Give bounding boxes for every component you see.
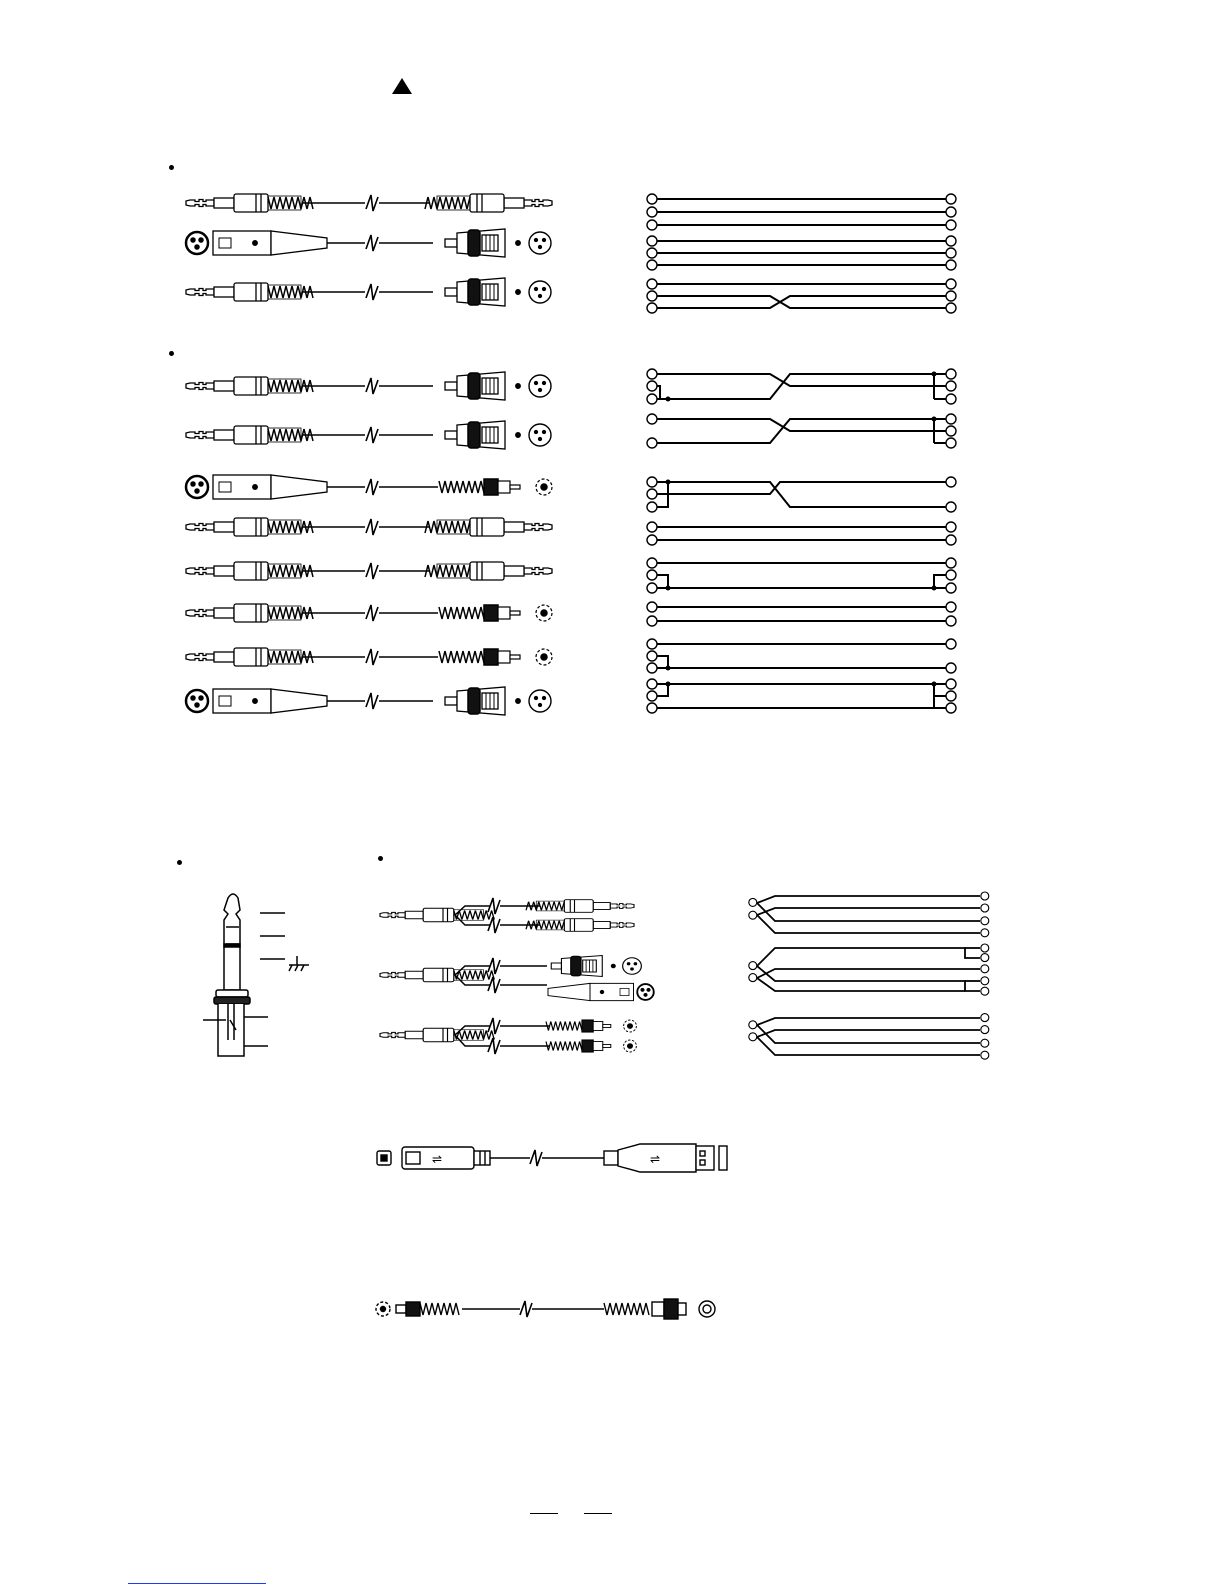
cable-row-8 [186, 562, 552, 580]
insert-cable-2 [380, 956, 654, 1001]
cable-row-9 [186, 604, 552, 622]
usb-cable [377, 1144, 727, 1172]
page-number-rule-right [584, 1513, 612, 1514]
cable-row-11 [186, 687, 551, 715]
cable-row-5 [186, 421, 551, 449]
wiring-schematic-1 [657, 199, 946, 308]
svg-text:⇌: ⇌ [650, 1152, 661, 1166]
jack-pinout-illustration [203, 894, 309, 1056]
cable-row-10 [186, 648, 552, 666]
insert-wiring [757, 896, 980, 1055]
page-number-rule-left [530, 1513, 558, 1514]
coax-cable [376, 1299, 715, 1319]
cable-row-6 [186, 475, 552, 499]
cable-row-1 [186, 194, 552, 212]
footer-link-underline[interactable] [128, 1583, 266, 1584]
insert-wiring-terminals [749, 892, 989, 1059]
insert-cable-3 [380, 1018, 636, 1054]
svg-text:⇌: ⇌ [432, 1152, 443, 1166]
insert-cable-1 [380, 898, 634, 933]
cable-row-2 [186, 229, 551, 257]
wiring-schematic-2 [657, 374, 946, 708]
cable-row-4 [186, 372, 551, 400]
cable-row-3 [186, 278, 551, 306]
cable-row-7 [186, 518, 552, 536]
